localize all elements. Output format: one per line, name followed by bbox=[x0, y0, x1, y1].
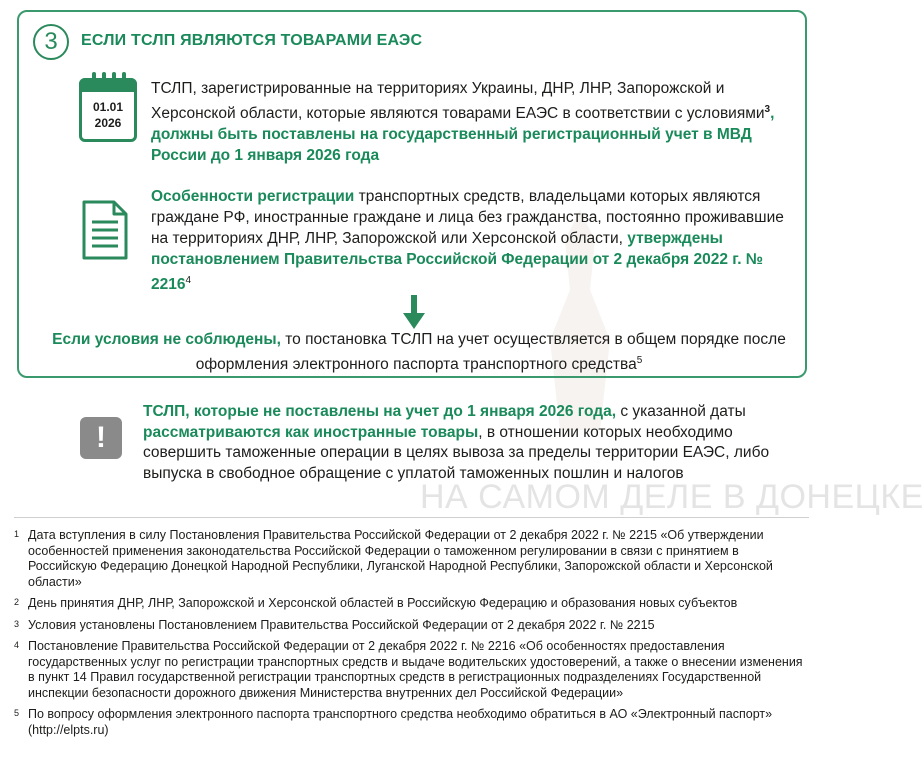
arrow-down-icon bbox=[403, 295, 425, 329]
watermark-text: НА САМОМ ДЕЛЕ В ДОНЕЦКЕ bbox=[420, 478, 924, 516]
footnotes-divider bbox=[14, 517, 809, 518]
registration-features-text: Особенности регистрации транспортных средств, владельцами которых являются граждане РФ, иностранные граждане и лица без гражданства, постоянно проживавшие на территориях ДНР, ЛНР, Запорожской или Херсонской области, утверждены постановлением Правительства Российской Федерации от 2 декабря 2022 г. № 2216$^4$ bbox=[151, 188, 784, 294]
warning-icon: ! bbox=[80, 417, 122, 459]
registration-deadline-text: ТСЛП, зарегистрированные на территориях Украины, ДНР, ЛНР, Запорожской и Херсонской области, которые являются товарами ЕАЭС в соответствии с условиями$^3$, должны быть поставлены на государственный регистрационный учет в МВД России до 1 января 2026 года bbox=[151, 80, 775, 165]
footnote: 3 Условия установлены Постановлением Правительства Российской Федерации от 2 декабря 2022 г. № 2215 bbox=[14, 617, 655, 632]
warning-text: ТСЛП, которые не поставлены на учет до 1 января 2026 года, с указанной даты рассматриваются как иностранные товары, в отношении которых необходимо совершить таможенные операции в целях вывоза за пределы территории ЕАЭС, либо выпуска в свободное обращение с уплатой таможенных пошлин и налогов bbox=[143, 403, 770, 482]
step-number: 3 bbox=[33, 24, 69, 60]
section-title: ЕСЛИ ТСЛП ЯВЛЯЮТСЯ ТОВАРАМИ ЕАЭС bbox=[81, 32, 423, 49]
calendar-date: 01.01 bbox=[92, 100, 124, 114]
conditions-not-met-text: Если условия не соблюдены, то постановка ТСЛП на учет осуществляется в общем порядке после оформления электронного паспорта транспортного средства$^5$ bbox=[52, 331, 786, 374]
section-3-box bbox=[17, 10, 807, 378]
calendar-icon bbox=[79, 78, 137, 142]
footnote: 4 Постановление Правительства Российской Федерации от 2 декабря 2022 г. № 2216 «Об особенностях предоставления государственных услуг по регистрации транспортных средств и выдаче водительских удостоверений, а также о внесении изменения в пункт 14 Правил государственной регистрации транспортных средств в регистрационных подразделениях Государственной инспекции безопасности дорожного движения Министерства внутренних дел Российской Федерации» bbox=[14, 639, 803, 700]
calendar-year: 2026 bbox=[94, 116, 122, 130]
footnotes bbox=[14, 528, 804, 744]
footnote: 5 По вопросу оформления электронного паспорта транспортного средства необходимо обратиться в АО «Электронный паспорт» (http://elpts.ru) bbox=[14, 707, 773, 737]
footnote: 1 Дата вступления в силу Постановления Правительства Российской Федерации от 2 декабря 2022 г. № 2215 «Об утверждении особенностей применения законодательства Российской Федерации о таможенном регулировании в связи с принятием в Российскую Федерацию Донецкой Народной Республики, Луганской Народной Республики, Запорожской области и Херсонской области» bbox=[14, 528, 773, 589]
footnote: 2 День принятия ДНР, ЛНР, Запорожской и Херсонской областей в Российскую Федерацию и образования новых субъектов bbox=[14, 596, 738, 610]
document-icon bbox=[82, 200, 128, 260]
